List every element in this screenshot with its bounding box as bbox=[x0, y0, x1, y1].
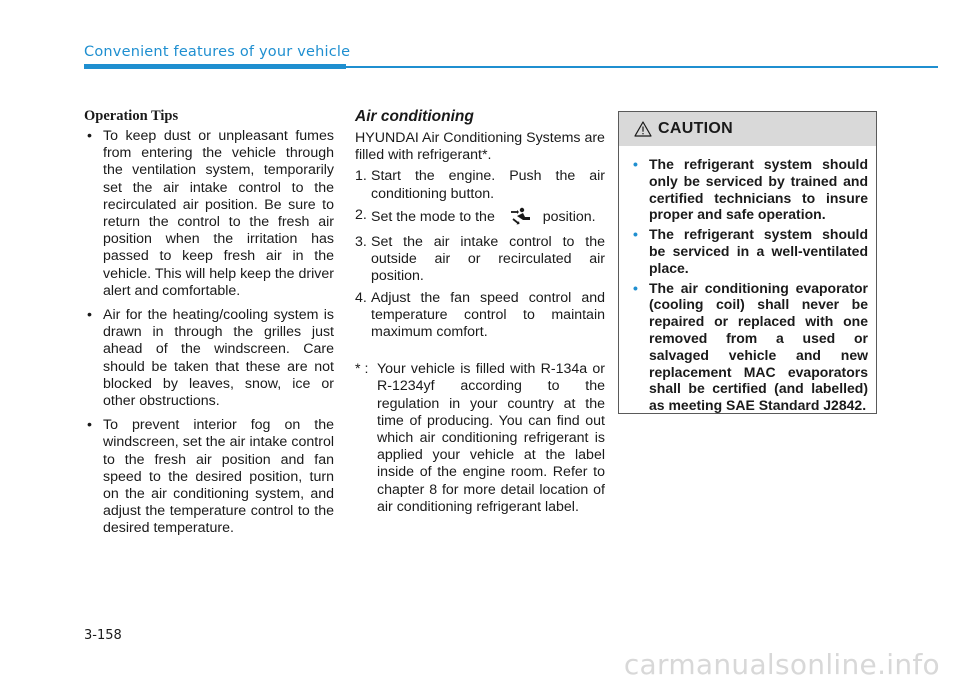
step-number: 1. bbox=[355, 168, 367, 185]
bullet-icon: • bbox=[633, 156, 638, 172]
section-header: Convenient features of your vehicle bbox=[84, 44, 351, 60]
caution-text: The air conditioning evaporator (cooling coil) shall never be repaired or replaced with one removed from a used or salvaged vehicle and new replacement MAC evaporators shall be certified (and labelled) as meeting SAE Standard J2842. bbox=[649, 279, 868, 414]
caution-title-bar bbox=[619, 112, 876, 146]
footnote-mark: * : bbox=[355, 361, 369, 378]
air-conditioning-intro: HYUNDAI Air Conditioning Systems are filled with refrigerant*. bbox=[355, 130, 605, 164]
step-text: Adjust the fan speed control and temperature control to maintain maximum comfort. bbox=[371, 289, 605, 341]
operation-tip-item bbox=[84, 417, 334, 537]
header-rule-thin bbox=[346, 66, 938, 68]
operation-tip-text: Air for the heating/cooling system is drawn in through the grilles just ahead of the windscreen. Care should be taken that these are not blocked by leaves, snow, ice or other obstructions. bbox=[103, 307, 334, 410]
air-conditioning-steps bbox=[355, 168, 605, 341]
caution-item bbox=[631, 226, 868, 276]
watermark: carmanualsonline.info bbox=[623, 648, 940, 681]
step-item bbox=[355, 168, 605, 202]
operation-tip-item bbox=[84, 128, 334, 300]
page-number: 3-158 bbox=[84, 628, 122, 643]
bullet-icon: • bbox=[633, 226, 638, 243]
bullet-icon: • bbox=[87, 417, 92, 434]
caution-text: The refrigerant system should be serviced in a well-ventilated place. bbox=[649, 226, 868, 276]
bullet-icon: • bbox=[633, 279, 638, 296]
caution-text: The refrigerant system should only be serviced by trained and certified technicians to insure proper and safe operation. bbox=[649, 156, 868, 223]
caution-list bbox=[619, 146, 876, 414]
step-item bbox=[355, 207, 605, 230]
step-text: Start the engine. Push the air conditioning button. bbox=[371, 168, 605, 202]
refrigerant-footnote bbox=[355, 361, 605, 516]
operation-tip-item bbox=[84, 307, 334, 410]
step-number: 2. bbox=[355, 206, 367, 223]
header-rule-thick bbox=[84, 64, 346, 69]
operation-tip-text: To keep dust or unpleasant fumes from entering the vehicle through the ventilation system, temporarily set the air intake control to the recirculated air position. Be sure to return the control to the fresh air position when the irritation has passed to keep fresh air in the vehicle. This will help keep the driver alert and comfortable. bbox=[103, 128, 334, 299]
step-number: 3. bbox=[355, 234, 367, 251]
floor-face-mode-icon bbox=[509, 207, 533, 230]
bullet-icon: • bbox=[87, 307, 92, 324]
caution-box bbox=[618, 111, 877, 414]
bullet-icon: • bbox=[87, 128, 92, 144]
operation-tips-column bbox=[84, 108, 334, 545]
warning-triangle-icon bbox=[634, 121, 652, 137]
caution-item bbox=[631, 280, 868, 414]
caution-title: CAUTION bbox=[658, 120, 733, 137]
air-conditioning-column bbox=[355, 108, 605, 516]
operation-tips-list bbox=[84, 128, 334, 538]
step-text-before: Set the mode to the bbox=[371, 208, 495, 225]
operation-tips-heading: Operation Tips bbox=[84, 108, 179, 124]
air-conditioning-heading: Air conditioning bbox=[355, 108, 474, 125]
step-text: Set the air intake control to the outside air or recirculated air position. bbox=[371, 234, 605, 285]
step-item bbox=[355, 234, 605, 286]
step-number: 4. bbox=[355, 289, 367, 306]
step-item bbox=[355, 290, 605, 342]
caution-item bbox=[631, 156, 868, 223]
step-text-after: position. bbox=[542, 208, 596, 225]
operation-tip-text: To prevent interior fog on the windscreen, set the air intake control to the fresh air position and fan speed to the desired position, turn on the air conditioning system, and adjust the temperature control to the desired temperature. bbox=[103, 417, 334, 537]
footnote-text: Your vehicle is filled with R-134a or R-1234yf according to the regulation in your country at the time of producing. You can find out which air conditioning refrigerant is applied your vehicle at the label inside of the engine room. Refer to chapter 8 for more detail location of air conditioning refrigerant label. bbox=[377, 361, 605, 515]
